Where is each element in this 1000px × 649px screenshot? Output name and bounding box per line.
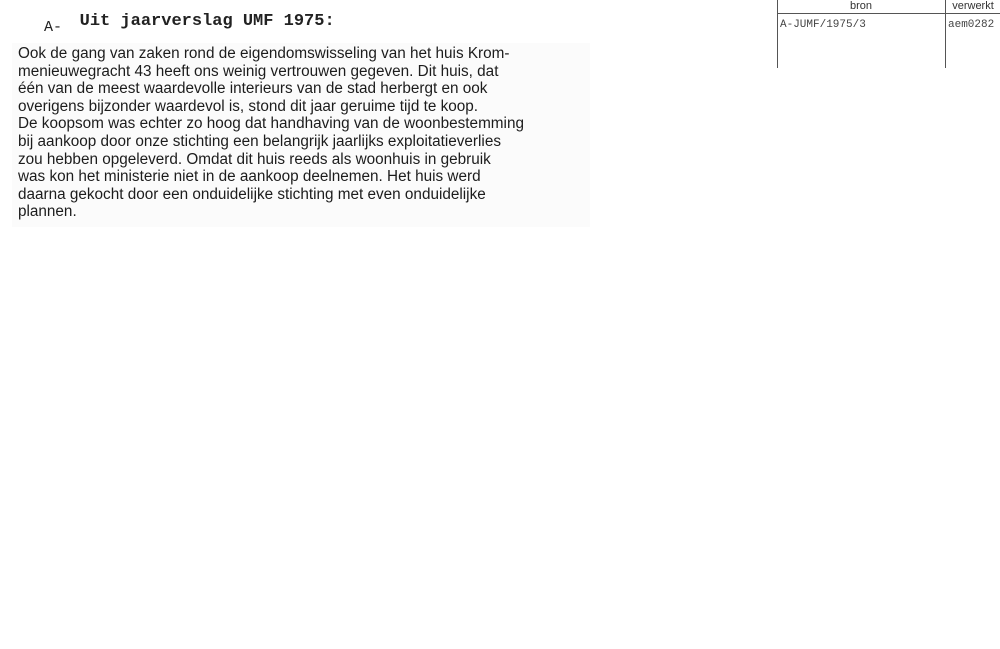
bron-value: A-JUMF/1975/3 xyxy=(780,19,866,31)
clipping-line: overigens bijzonder waardevol is, stond dit jaar geruime tijd te koop. xyxy=(18,97,479,115)
verwerkt-value: aem0282 xyxy=(948,19,995,31)
clipping-line: één van de meest waardevolle interieurs van de stad herbergt en ook xyxy=(18,80,488,98)
newspaper-clipping xyxy=(12,43,590,227)
clipping-line: bij aankoop door onze stichting een belangrijk jaarlijks exploitatieverlies xyxy=(18,132,501,150)
clipping-line: Ook de gang van zaken rond de eigendomswisseling van het huis Krom- xyxy=(18,45,510,62)
table-header-rule xyxy=(777,13,1000,14)
bron-header: bron xyxy=(849,0,873,12)
clipping-line: daarna gekocht door een onduidelijke stichting met even onduidelijke xyxy=(18,185,486,203)
clipping-line: plannen. xyxy=(18,203,77,221)
heading-title: Uit jaarverslag UMF 1975: xyxy=(79,12,335,31)
clipping-line: menieuwegracht 43 heeft ons weinig vertrouwen gegeven. Dit huis, dat xyxy=(18,62,499,80)
source-table xyxy=(777,0,1000,68)
heading-prefix: A- xyxy=(44,19,63,36)
clipping-line: was kon het ministerie niet in de aankoop deelnemen. Het huis werd xyxy=(18,168,481,186)
clipping-paragraph xyxy=(12,43,590,221)
verwerkt-header: verwerkt xyxy=(952,0,994,12)
clipping-line: zou hebben opgeleverd. Omdat dit huis reeds als woonhuis in gebruik xyxy=(18,150,491,168)
clipping-line: De koopsom was echter zo hoog dat handhaving van de woonbestemming xyxy=(18,115,524,133)
document-heading xyxy=(44,12,335,36)
